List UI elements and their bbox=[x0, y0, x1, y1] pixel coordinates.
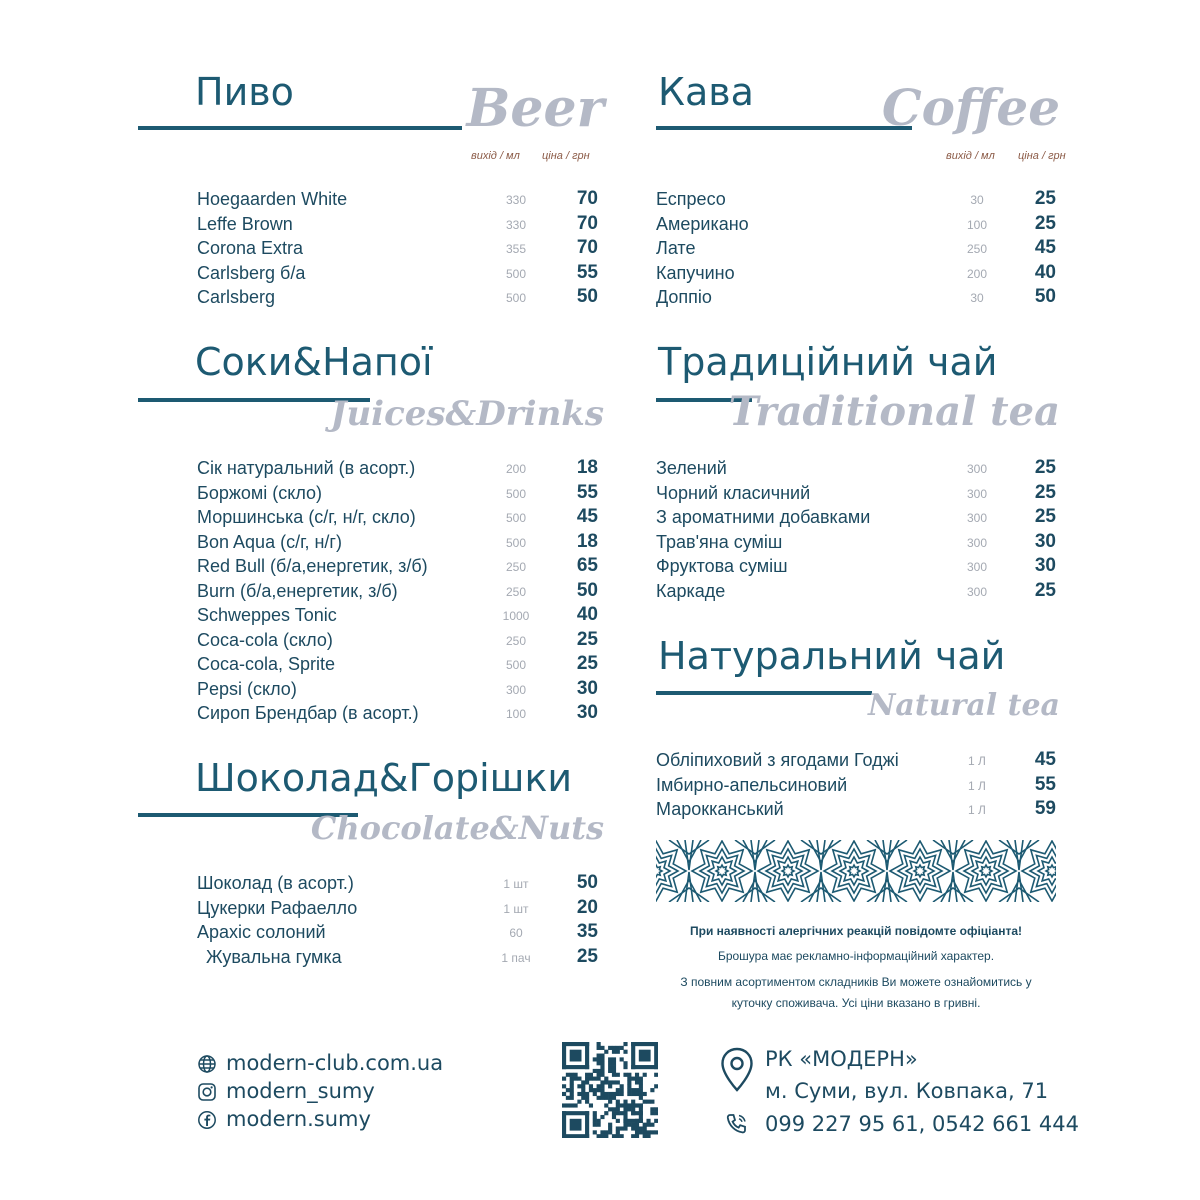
menu-item-volume: 100 bbox=[505, 707, 527, 721]
menu-item-name: Schweppes Tonic bbox=[197, 605, 337, 625]
chocolate-title: Шоколад&Горішки bbox=[195, 756, 573, 800]
menu-item-price: 70 bbox=[576, 212, 598, 234]
menu-item-price: 18 bbox=[576, 530, 598, 552]
menu-item-price: 25 bbox=[1034, 212, 1056, 234]
menu-item-name: Боржомі (скло) bbox=[197, 482, 323, 503]
menu-item-price: 25 bbox=[1034, 457, 1056, 478]
menu-item-name: Leffe Brown bbox=[197, 213, 293, 234]
natural-tea-title: Натуральний чай bbox=[658, 634, 1006, 678]
juices-title: Соки&Напої bbox=[195, 340, 433, 384]
menu-item-price: 59 bbox=[1034, 798, 1056, 819]
menu-item-name: Арахіс солоний bbox=[197, 922, 326, 942]
menu-item-price: 65 bbox=[576, 555, 598, 576]
menu-item-name: Сироп Брендбар (в асорт.) bbox=[197, 703, 419, 723]
facebook-icon bbox=[197, 1110, 217, 1130]
menu-item-volume: 500 bbox=[505, 291, 527, 305]
ingredients-note-line1: З повним асортиментом складників Ви можете ознайомитись у bbox=[680, 975, 1032, 989]
menu-item-name: Еспресо bbox=[656, 189, 726, 209]
menu-item-price: 25 bbox=[576, 945, 598, 967]
menu-item-volume: 330 bbox=[505, 193, 527, 207]
beer-title: Пиво bbox=[195, 70, 294, 114]
beer-col-price: ціна / грн bbox=[542, 150, 590, 162]
menu-item-volume: 60 bbox=[509, 926, 523, 940]
menu-item-price: 25 bbox=[1034, 481, 1056, 503]
menu-item-volume: 500 bbox=[505, 511, 527, 525]
traditional-tea-title: Традиційний чай bbox=[658, 340, 998, 384]
menu-item-name: Шоколад (в асорт.) bbox=[197, 873, 354, 893]
menu-item-price: 40 bbox=[576, 604, 598, 625]
menu-item-name: Лате bbox=[656, 238, 696, 258]
menu-item-name: Імбирно-апельсиновий bbox=[656, 774, 848, 795]
coffee-col-price: ціна / грн bbox=[1018, 150, 1066, 162]
globe-icon bbox=[197, 1054, 217, 1074]
brochure-note: Брошура має рекламно-інформаційний характер. bbox=[717, 949, 995, 963]
beer-title-underline bbox=[138, 126, 462, 130]
instagram-icon bbox=[197, 1082, 217, 1102]
menu-item-price: 40 bbox=[1034, 261, 1056, 283]
menu-item-volume: 500 bbox=[505, 266, 527, 281]
menu-item-name: Burn (б/а,енергетик, з/б) bbox=[197, 580, 398, 601]
phone-numbers: 099 227 95 61, 0542 661 444 bbox=[765, 1112, 1079, 1136]
menu-item-price: 30 bbox=[576, 677, 598, 699]
natural-tea-script-title: Natural tea bbox=[868, 688, 1060, 723]
traditional-tea-script-title: Traditional tea bbox=[728, 388, 1060, 435]
menu-item-volume: 1 пач bbox=[501, 950, 531, 965]
menu-item-name: Американо bbox=[656, 213, 749, 234]
menu-item-name: Жувальна гумка bbox=[206, 946, 342, 967]
coffee-script-title: Coffee bbox=[881, 78, 1060, 137]
coffee-title: Кава bbox=[658, 70, 754, 114]
allergy-note: При наявності алергічних реакцій повідомте офіціанта! bbox=[690, 924, 1022, 938]
menu-item-price: 35 bbox=[576, 921, 598, 942]
menu-item-price: 55 bbox=[1034, 773, 1056, 795]
menu-item-price: 45 bbox=[1034, 237, 1056, 258]
menu-item-name: Corona Extra bbox=[197, 238, 304, 258]
menu-item-price: 25 bbox=[576, 628, 598, 650]
menu-item-name: Каркаде bbox=[656, 580, 726, 601]
natural-tea-title-underline bbox=[656, 691, 872, 695]
menu-item-volume: 1 шт bbox=[503, 877, 529, 891]
instagram-link[interactable]: modern_sumy bbox=[226, 1079, 375, 1103]
menu-item-volume: 200 bbox=[505, 462, 527, 476]
menu-item-name: Coca-cola (скло) bbox=[197, 629, 333, 650]
menu-item-name: Обліпиховий з ягодами Годжі bbox=[656, 750, 899, 770]
menu-item-price: 18 bbox=[576, 457, 598, 478]
menu-item-volume: 300 bbox=[505, 682, 527, 697]
menu-item-price: 20 bbox=[576, 896, 598, 918]
menu-item-price: 30 bbox=[1034, 555, 1056, 576]
menu-item-price: 30 bbox=[1034, 530, 1056, 552]
menu-item-volume: 30 bbox=[970, 193, 984, 207]
menu-item-volume: 300 bbox=[966, 535, 988, 550]
menu-item-price: 50 bbox=[576, 579, 598, 601]
menu-item-name: Carlsberg bbox=[197, 287, 276, 307]
menu-item-volume: 250 bbox=[505, 633, 527, 648]
menu-item-name: Coca-cola, Sprite bbox=[197, 654, 336, 674]
menu-item-name: Сік натуральний (в асорт.) bbox=[197, 458, 416, 478]
menu-item-volume: 1 Л bbox=[968, 778, 986, 793]
menu-item-price: 25 bbox=[576, 653, 598, 674]
menu-item-price: 50 bbox=[1034, 286, 1056, 307]
menu-item-name: Hoegaarden White bbox=[197, 189, 348, 209]
menu-item-volume: 500 bbox=[505, 486, 527, 501]
menu-item-volume: 300 bbox=[966, 560, 988, 574]
menu-item-volume: 500 bbox=[505, 535, 527, 550]
menu-item-price: 25 bbox=[1034, 188, 1056, 209]
menu-item-volume: 300 bbox=[966, 511, 988, 525]
menu-item-volume: 1 Л bbox=[968, 803, 986, 817]
menu-item-name: Red Bull (б/а,енергетик, з/б) bbox=[197, 556, 428, 576]
menu-item-price: 30 bbox=[576, 702, 598, 723]
qr-code[interactable] bbox=[562, 1042, 658, 1138]
menu-item-volume: 1 шт bbox=[503, 901, 529, 916]
menu-item-price: 55 bbox=[576, 481, 598, 503]
menu-item-volume: 330 bbox=[505, 217, 527, 232]
menu-item-name: Доппіо bbox=[656, 287, 712, 307]
menu-item-volume: 300 bbox=[966, 462, 988, 476]
menu-item-name: Carlsberg б/а bbox=[197, 262, 306, 283]
menu-item-volume: 30 bbox=[970, 291, 984, 305]
menu-item-name: Bon Aqua (с/г, н/г) bbox=[197, 531, 342, 552]
menu-item-name: Моршинська (с/г, н/г, скло) bbox=[197, 507, 416, 527]
coffee-title-underline bbox=[656, 126, 912, 130]
ingredients-note-line2: куточку споживача. Усі ціни вказано в гривні. bbox=[731, 996, 981, 1010]
menu-item-volume: 355 bbox=[505, 242, 527, 256]
menu-item-price: 50 bbox=[576, 286, 598, 307]
menu-item-volume: 300 bbox=[966, 584, 988, 599]
menu-item-volume: 1000 bbox=[502, 609, 530, 623]
map-pin-icon bbox=[720, 1047, 754, 1093]
menu-item-name: Капучино bbox=[656, 262, 735, 283]
menu-item-volume: 250 bbox=[505, 584, 527, 599]
beer-col-volume: вихід / мл bbox=[471, 150, 520, 162]
menu-item-price: 45 bbox=[1034, 749, 1056, 770]
menu-item-price: 45 bbox=[576, 506, 598, 527]
menu-item-price: 25 bbox=[1034, 579, 1056, 601]
menu-item-volume: 1 Л bbox=[968, 754, 986, 768]
menu-item-price: 25 bbox=[1034, 506, 1056, 527]
menu-item-volume: 250 bbox=[966, 242, 988, 256]
facebook-link[interactable]: modern.sumy bbox=[226, 1107, 371, 1131]
beer-script-title: Beer bbox=[466, 78, 604, 139]
menu-item-name: Фруктова суміш bbox=[656, 556, 788, 576]
menu-item-volume: 500 bbox=[505, 658, 527, 672]
ornament-pattern bbox=[656, 840, 1056, 902]
menu-item-price: 50 bbox=[576, 872, 598, 893]
phone-icon bbox=[724, 1112, 750, 1136]
venue-address: м. Суми, вул. Ковпака, 71 bbox=[765, 1079, 1049, 1103]
menu-item-volume: 100 bbox=[966, 217, 988, 232]
juices-script-title: Juices&Drinks bbox=[330, 394, 604, 434]
menu-item-volume: 300 bbox=[966, 486, 988, 501]
menu-item-volume: 250 bbox=[505, 560, 527, 574]
menu-item-name: Зелений bbox=[656, 458, 727, 478]
venue-name: РК «МОДЕРН» bbox=[765, 1047, 918, 1071]
website-link[interactable]: modern-club.com.ua bbox=[226, 1051, 444, 1075]
menu-item-name: Pepsi (скло) bbox=[197, 678, 297, 699]
coffee-col-volume: вихід / мл bbox=[946, 150, 995, 162]
menu-item-name: Цукерки Рафаелло bbox=[197, 897, 358, 918]
menu-item-name: Марокканський bbox=[656, 799, 784, 819]
menu-item-price: 55 bbox=[576, 261, 598, 283]
menu-item-name: З ароматними добавками bbox=[656, 507, 871, 527]
menu-item-price: 70 bbox=[576, 237, 598, 258]
menu-item-volume: 200 bbox=[966, 266, 988, 281]
chocolate-script-title: Chocolate&Nuts bbox=[310, 809, 604, 847]
menu-item-price: 70 bbox=[576, 188, 598, 209]
menu-item-name: Трав'яна суміш bbox=[656, 531, 783, 552]
menu-item-name: Чорний класичний bbox=[656, 482, 811, 503]
